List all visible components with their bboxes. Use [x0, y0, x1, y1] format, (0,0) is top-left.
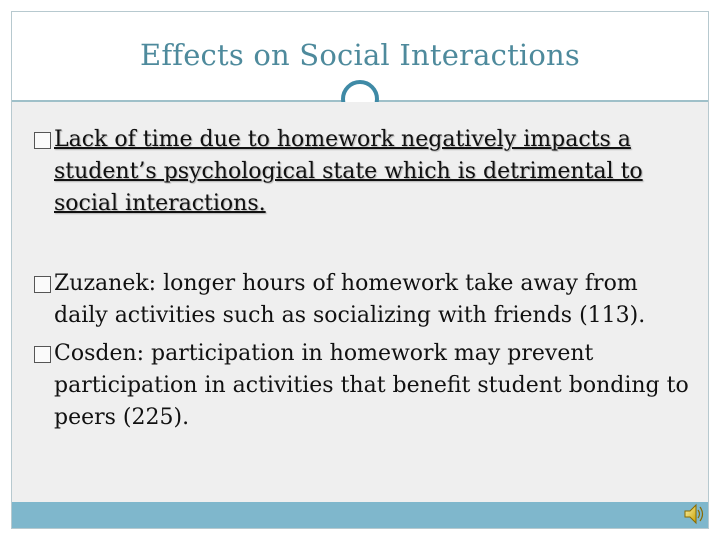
square-bullet-icon [34, 346, 51, 363]
slide-title: Effects on Social Interactions [139, 38, 581, 72]
bullet-item-1 [34, 124, 694, 220]
bullet-text-3: Cosden: participation in homework may prevent participation in activities that benefit student bonding to peers (225). [54, 341, 689, 430]
speaker-icon[interactable] [683, 502, 705, 526]
square-bullet-icon [34, 276, 51, 293]
square-bullet-icon [34, 132, 51, 149]
bullet-item-2 [34, 268, 694, 332]
content-area [12, 102, 708, 502]
bullet-text-1: Lack of time due to homework negatively impacts a student’s psychological state which is detrimental to social interactions. [54, 127, 643, 216]
bullet-item-3 [34, 338, 694, 434]
footer-bar [12, 502, 708, 528]
bullet-text-2: Zuzanek: longer hours of homework take away from daily activities such as socializing with friends (113). [54, 271, 646, 328]
